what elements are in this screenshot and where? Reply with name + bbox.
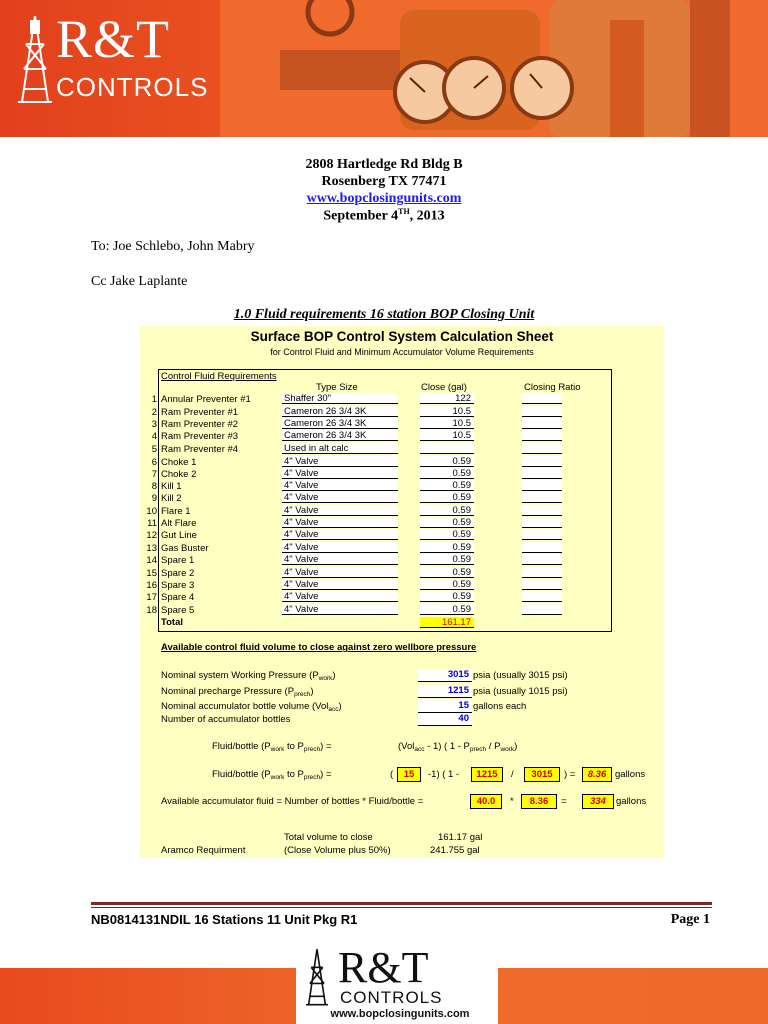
row-type-size: 4" Valve bbox=[282, 517, 398, 528]
formula1-label: Fluid/bottle ($P_{work}$ to $P_{prech}$) = bbox=[212, 741, 332, 753]
row-number: 16 bbox=[146, 580, 157, 591]
row-number: 5 bbox=[151, 444, 157, 455]
derrick-icon bbox=[304, 948, 330, 1006]
row-closing-ratio bbox=[522, 567, 562, 578]
p-prech-label: Nominal precharge Pressure $(P_{prech})$ bbox=[161, 686, 314, 698]
vol-acc-input[interactable]: 15 bbox=[418, 700, 472, 713]
row-closing-ratio bbox=[522, 406, 562, 417]
formula2-result: 8.36 bbox=[582, 767, 612, 782]
row-number: 15 bbox=[146, 568, 157, 579]
vol-acc-label: Nominal accumulator bottle volume (Vol$_{acc}$) bbox=[161, 701, 342, 713]
formula2-work: 3015 bbox=[524, 767, 560, 782]
footer-page: Page 1 bbox=[670, 912, 710, 927]
row-type-size: Used in alt calc bbox=[282, 443, 398, 454]
row-number: 8 bbox=[151, 481, 157, 492]
row-close-gal: 0.59 bbox=[420, 579, 474, 590]
row-closing-ratio bbox=[522, 418, 562, 429]
row-type-size: 4" Valve bbox=[282, 456, 398, 467]
sheet-title: Surface BOP Control System Calculation Sheet bbox=[250, 329, 554, 344]
row-name: Spare 2 bbox=[161, 568, 195, 579]
row-close-gal: 0.59 bbox=[420, 517, 474, 528]
footer-rule bbox=[91, 902, 712, 905]
col-closing-ratio: Closing Ratio bbox=[524, 382, 581, 393]
row-closing-ratio bbox=[522, 393, 562, 404]
row-type-size: Cameron 26 3/4 3K bbox=[282, 418, 398, 429]
row-type-size: 4" Valve bbox=[282, 542, 398, 553]
row-name: Ram Preventer #3 bbox=[161, 431, 239, 442]
row-number: 17 bbox=[146, 592, 157, 603]
section-title: 1.0 Fluid requirements 16 station BOP Closing Unit bbox=[233, 307, 535, 322]
address-line2: Rosenberg TX 77471 bbox=[321, 174, 447, 189]
row-close-gal bbox=[420, 443, 474, 454]
row-closing-ratio bbox=[522, 529, 562, 540]
row-close-gal: 0.59 bbox=[420, 468, 474, 479]
vol-acc-unit: gallons each bbox=[473, 701, 527, 712]
aramco-label: Aramco Requirment bbox=[161, 845, 246, 856]
avail-unit: gallons bbox=[616, 796, 647, 807]
row-close-gal: 0.59 bbox=[420, 492, 474, 503]
row-name: Kill 2 bbox=[161, 493, 182, 504]
row-name: Flare 1 bbox=[161, 506, 191, 517]
row-type-size: Cameron 26 3/4 3K bbox=[282, 430, 398, 441]
row-closing-ratio bbox=[522, 480, 562, 491]
footer-logo bbox=[296, 944, 498, 1024]
row-close-gal: 0.59 bbox=[420, 480, 474, 491]
footer-rule-thin bbox=[91, 907, 712, 908]
box-label: Control Fluid Requirements bbox=[161, 371, 277, 382]
formula2-label: Fluid/bottle ($P_{work}$ to $P_{prech}$) = bbox=[212, 769, 332, 781]
logo-subtext: CONTROLS bbox=[56, 72, 209, 102]
formula2-unit: gallons bbox=[615, 769, 646, 780]
row-name: Ram Preventer #2 bbox=[161, 419, 239, 430]
row-closing-ratio bbox=[522, 579, 562, 590]
avail-bottles: 40.0 bbox=[470, 794, 502, 809]
row-closing-ratio bbox=[522, 430, 562, 441]
date-year: , 2013 bbox=[409, 208, 445, 224]
row-close-gal: 0.59 bbox=[420, 591, 474, 602]
row-number: 7 bbox=[151, 469, 157, 480]
row-name: Annular Preventer #1 bbox=[161, 394, 251, 405]
row-closing-ratio bbox=[522, 542, 562, 553]
row-number: 12 bbox=[146, 530, 157, 541]
address-line1: 2808 Hartledge Rd Bldg B bbox=[305, 157, 463, 172]
col-close-gal: Close (gal) bbox=[421, 382, 467, 393]
memo-to: To: Joe Schlebo, John Mabry bbox=[91, 239, 255, 254]
aramco-desc: (Close Volume plus 50%) bbox=[284, 845, 391, 856]
website-link[interactable]: www.bopclosingunits.com bbox=[306, 191, 462, 206]
row-number: 3 bbox=[151, 419, 157, 430]
p-work-label: Nominal system Working Pressure $(P_{work})$ bbox=[161, 670, 336, 682]
row-number: 6 bbox=[151, 457, 157, 468]
row-type-size: 4" Valve bbox=[282, 554, 398, 565]
date-suffix: TH bbox=[398, 207, 410, 216]
row-number: 1 bbox=[151, 394, 157, 405]
row-number: 18 bbox=[146, 605, 157, 616]
available-heading: Available control fluid volume to close against zero wellbore pressure bbox=[161, 642, 477, 653]
row-close-gal: 0.59 bbox=[420, 542, 474, 553]
row-name: Gut Line bbox=[161, 530, 197, 541]
row-closing-ratio bbox=[522, 492, 562, 503]
p-work-input[interactable]: 3015 bbox=[418, 669, 472, 682]
row-number: 14 bbox=[146, 555, 157, 566]
formula2-mid: -1) ( 1 - bbox=[428, 769, 460, 780]
row-closing-ratio bbox=[522, 604, 562, 615]
row-type-size: 4" Valve bbox=[282, 505, 398, 516]
row-type-size: 4" Valve bbox=[282, 604, 398, 615]
footer-doc-id: NB0814131NDIL 16 Stations 11 Unit Pkg R1 bbox=[91, 912, 358, 927]
website-line bbox=[0, 191, 768, 207]
total-label: Total bbox=[161, 617, 183, 628]
logo-text: R&T bbox=[56, 9, 171, 69]
formula2-close: ) = bbox=[564, 769, 576, 780]
bottles-label: Number of accumulator bottles bbox=[161, 714, 291, 725]
row-closing-ratio bbox=[522, 505, 562, 516]
row-close-gal: 0.59 bbox=[420, 505, 474, 516]
row-type-size: 4" Valve bbox=[282, 492, 398, 503]
formula2-slash: / bbox=[511, 769, 514, 780]
avail-fluid-label: Available accumulator fluid = Number of bottles * Fluid/bottle = bbox=[161, 796, 424, 807]
row-name: Spare 3 bbox=[161, 580, 195, 591]
footer-website[interactable]: www.bopclosingunits.com bbox=[330, 1008, 470, 1020]
p-prech-unit: psia (usually 1015 psi) bbox=[473, 686, 568, 697]
formula2-vol: 15 bbox=[397, 767, 421, 782]
row-name: Spare 1 bbox=[161, 555, 195, 566]
row-close-gal: 0.59 bbox=[420, 456, 474, 467]
machinery-photo bbox=[220, 0, 768, 137]
p-work-unit: psia (usually 3015 psi) bbox=[473, 670, 568, 681]
row-name: Kill 1 bbox=[161, 481, 182, 492]
memo-cc: Cc Jake Laplante bbox=[91, 274, 188, 289]
bottles-input[interactable]: 40 bbox=[418, 713, 472, 726]
avail-eq: = bbox=[561, 796, 567, 807]
row-close-gal: 0.59 bbox=[420, 529, 474, 540]
row-close-gal: 10.5 bbox=[420, 418, 474, 429]
row-type-size: Shaffer 30" bbox=[282, 393, 398, 404]
row-closing-ratio bbox=[522, 591, 562, 602]
row-close-gal: 10.5 bbox=[420, 430, 474, 441]
header-banner bbox=[0, 0, 768, 137]
formula1-rhs: (Vol$_{acc}$ - 1) ( $1 - P_{prech} / P_{work}$) bbox=[398, 741, 518, 753]
row-number: 2 bbox=[151, 407, 157, 418]
date-line bbox=[0, 207, 768, 225]
aramco-value: 241.755 gal bbox=[430, 845, 480, 856]
row-type-size: 4" Valve bbox=[282, 579, 398, 590]
row-type-size: Cameron 26 3/4 3K bbox=[282, 406, 398, 417]
total-value: 161.17 bbox=[420, 617, 474, 628]
row-closing-ratio bbox=[522, 443, 562, 454]
row-type-size: 4" Valve bbox=[282, 591, 398, 602]
row-close-gal: 0.59 bbox=[420, 604, 474, 615]
calculation-sheet bbox=[140, 326, 664, 858]
row-close-gal: 122 bbox=[420, 393, 474, 404]
row-name: Spare 5 bbox=[161, 605, 195, 616]
avail-result: 334 bbox=[582, 794, 614, 809]
row-name: Choke 2 bbox=[161, 469, 197, 480]
row-number: 9 bbox=[151, 493, 157, 504]
row-name: Alt Flare bbox=[161, 518, 197, 529]
row-number: 13 bbox=[146, 543, 157, 554]
row-number: 10 bbox=[146, 506, 157, 517]
row-name: Spare 4 bbox=[161, 592, 195, 603]
date-text: September 4 bbox=[323, 208, 399, 224]
p-prech-input[interactable]: 1215 bbox=[418, 685, 472, 698]
row-name: Ram Preventer #1 bbox=[161, 407, 239, 418]
row-name: Gas Buster bbox=[161, 543, 209, 554]
row-closing-ratio bbox=[522, 468, 562, 479]
row-closing-ratio bbox=[522, 517, 562, 528]
formula2-prech: 1215 bbox=[471, 767, 503, 782]
footer-logo-text: R&T bbox=[338, 943, 429, 992]
row-type-size: 4" Valve bbox=[282, 480, 398, 491]
formula2-open: ( bbox=[390, 769, 394, 780]
row-close-gal: 0.59 bbox=[420, 554, 474, 565]
row-name: Choke 1 bbox=[161, 457, 197, 468]
row-close-gal: 10.5 bbox=[420, 406, 474, 417]
footer-logo-subtext: CONTROLS bbox=[340, 988, 443, 1007]
col-type-size: Type Size bbox=[316, 382, 358, 393]
sheet-subtitle: for Control Fluid and Minimum Accumulator Volume Requirements bbox=[270, 347, 534, 357]
row-closing-ratio bbox=[522, 456, 562, 467]
total-close-label: Total volume to close bbox=[284, 832, 373, 843]
total-close-value: 161.17 gal bbox=[438, 832, 483, 843]
row-number: 11 bbox=[147, 518, 157, 529]
derrick-icon bbox=[18, 14, 52, 104]
row-name: Ram Preventer #4 bbox=[161, 444, 239, 455]
row-type-size: 4" Valve bbox=[282, 567, 398, 578]
avail-per-bottle: 8.36 bbox=[521, 794, 557, 809]
row-number: 4 bbox=[151, 431, 157, 442]
row-type-size: 4" Valve bbox=[282, 468, 398, 479]
avail-times: * bbox=[510, 796, 514, 807]
row-type-size: 4" Valve bbox=[282, 529, 398, 540]
row-closing-ratio bbox=[522, 554, 562, 565]
row-close-gal: 0.59 bbox=[420, 567, 474, 578]
